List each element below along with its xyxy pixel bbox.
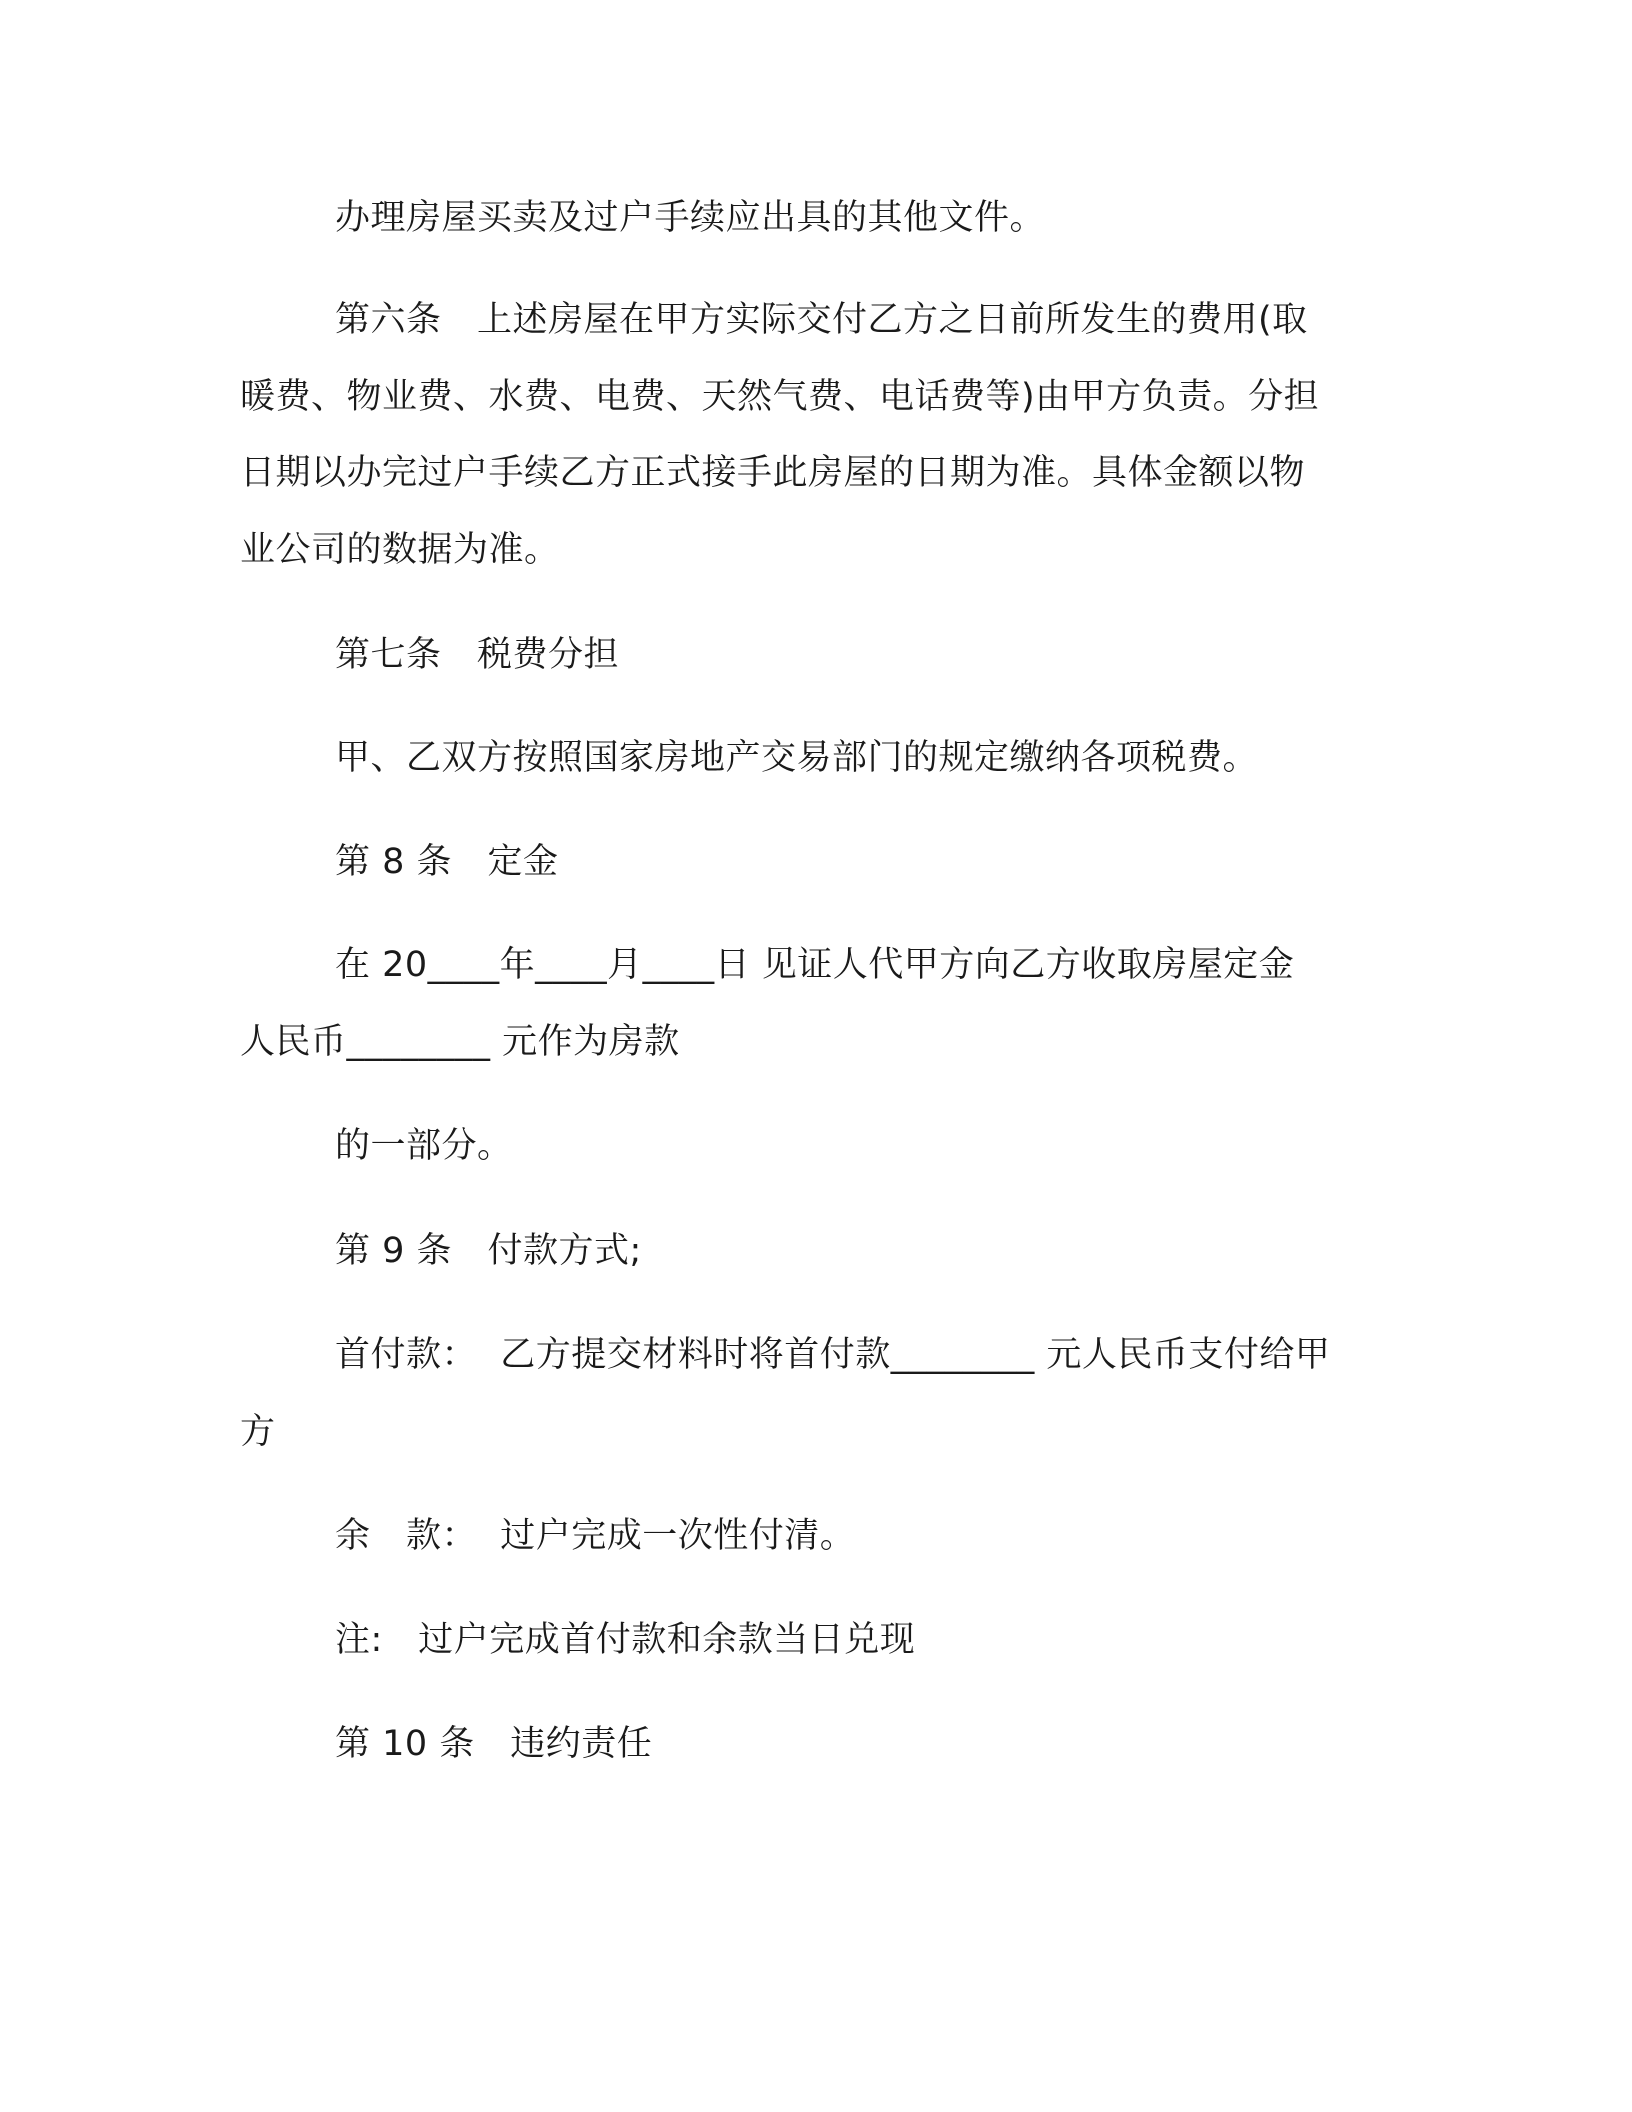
article-6-line-4: 业公司的数据为准。 [240,530,560,570]
article-7-text: 甲、乙双方按照国家房地产交易部门的规定缴纳各项税费。 [335,738,1259,778]
payment-note-line: 注: 过户完成首付款和余款当日兑现 [335,1620,916,1660]
article-6-line-2: 暖费、物业费、水费、电费、天然气费、电话费等)由甲方负责。分担 [240,377,1320,417]
deposit-line-1: 在 20____年____月____日 见证人代甲方向乙方收取房屋定金 [335,945,1295,985]
deposit-line-2: 人民币________ 元作为房款 [240,1022,680,1062]
deposit-line-3: 的一部分。 [335,1126,513,1166]
down-payment-line-1: 首付款： 乙方提交材料时将首付款________ 元人民币支付给甲 [335,1335,1331,1375]
article-6-heading-line: 第六条 上述房屋在甲方实际交付乙方之日前所发生的费用(取 [335,300,1308,340]
balance-payment-line: 余 款： 过户完成一次性付清。 [335,1516,856,1556]
article-8-heading: 第 8 条 定金 [335,842,559,882]
article-7-heading: 第七条 税费分担 [335,635,620,675]
article-10-heading: 第 10 条 违约责任 [335,1724,653,1764]
article-9-heading: 第 9 条 付款方式; [335,1231,642,1271]
down-payment-line-2: 方 [240,1412,276,1452]
article-6-line-3: 日期以办完过户手续乙方正式接手此房屋的日期为准。具体金额以物 [240,453,1306,493]
text-line-documents: 办理房屋买卖及过户手续应出具的其他文件。 [335,198,1046,238]
